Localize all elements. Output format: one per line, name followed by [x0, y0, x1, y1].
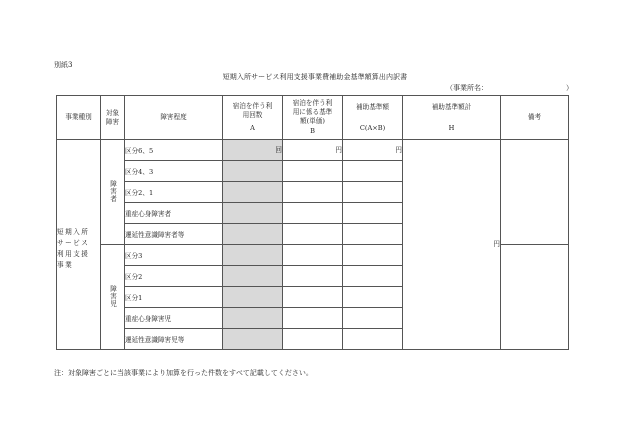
degree-cell: 区分3: [125, 245, 223, 266]
degree-cell: 重症心身障害者: [125, 203, 223, 224]
nights-cell[interactable]: [223, 161, 283, 182]
unit-price-cell[interactable]: [283, 182, 343, 203]
base-amount-cell[interactable]: [343, 203, 403, 224]
base-amount-cell[interactable]: [343, 224, 403, 245]
header-target-text: 対象 障害: [105, 108, 120, 126]
base-amount-cell[interactable]: [343, 161, 403, 182]
office-name-close: ）: [566, 84, 573, 92]
base-amount-cell[interactable]: [343, 329, 403, 350]
target-group-label: 障害児: [108, 284, 117, 308]
nights-cell[interactable]: [223, 329, 283, 350]
header-total: 補助基準額計 H: [403, 96, 501, 140]
unit-price-cell[interactable]: [283, 245, 343, 266]
degree-cell: 重症心身障害児: [125, 308, 223, 329]
nights-cell[interactable]: [223, 245, 283, 266]
degree-cell: 区分4、3: [125, 161, 223, 182]
degree-cell: 区分2: [125, 266, 223, 287]
header-category: 事業種別: [57, 96, 101, 140]
degree-cell: 遷延性意識障害児等: [125, 329, 223, 350]
nights-cell[interactable]: [223, 182, 283, 203]
header-degree: 障害程度: [125, 96, 223, 140]
header-base-amount: 補助基準額 C(A×B): [343, 96, 403, 140]
office-name-line: [446, 83, 573, 93]
total-cell[interactable]: 円: [403, 140, 501, 350]
nights-cell[interactable]: [223, 224, 283, 245]
unit-price-cell[interactable]: [283, 203, 343, 224]
category-label: 短期入所 サービス 利用支援 事業: [57, 227, 90, 269]
category-cell: [57, 140, 101, 350]
unit-price-cell[interactable]: [283, 308, 343, 329]
degree-cell: 区分2、1: [125, 182, 223, 203]
nights-cell[interactable]: [223, 266, 283, 287]
unit-price-cell[interactable]: [283, 266, 343, 287]
header-remarks: 備考: [501, 96, 569, 140]
base-amount-cell[interactable]: [343, 245, 403, 266]
table-row: [57, 140, 569, 161]
document-title: 短期入所サービス利用支援事業費補助金基準額算出内訳書: [222, 73, 408, 81]
unit-price-cell[interactable]: [283, 161, 343, 182]
header-nights: 宿泊を伴う利 用回数 A: [223, 96, 283, 140]
unit-price-cell[interactable]: 円: [283, 140, 343, 161]
nights-cell[interactable]: [223, 287, 283, 308]
unit-price-cell[interactable]: [283, 329, 343, 350]
target-group-label: 障害者: [108, 179, 117, 203]
nights-cell[interactable]: [223, 308, 283, 329]
target-group-1: [101, 245, 125, 350]
remarks-cell[interactable]: [501, 140, 569, 245]
base-amount-cell[interactable]: 円: [343, 140, 403, 161]
degree-cell: 区分6、5: [125, 140, 223, 161]
remarks-cell[interactable]: [501, 245, 569, 350]
header-unit-price: 宿泊を伴う利 用に係る基準 額(単価) B: [283, 96, 343, 140]
degree-cell: 遷延性意識障害者等: [125, 224, 223, 245]
annex-label: 別紙3: [54, 61, 73, 69]
nights-cell[interactable]: 回: [223, 140, 283, 161]
base-amount-cell[interactable]: [343, 287, 403, 308]
target-group-0: [101, 140, 125, 245]
calculation-table: [56, 95, 569, 350]
base-amount-cell[interactable]: [343, 308, 403, 329]
header-row: [57, 96, 569, 140]
footnote: 注：対象障害ごとに当該事業により加算を行った件数をすべて記載してください。: [54, 369, 313, 377]
base-amount-cell[interactable]: [343, 266, 403, 287]
base-amount-cell[interactable]: [343, 182, 403, 203]
unit-price-cell[interactable]: [283, 287, 343, 308]
header-target: [101, 96, 125, 140]
nights-cell[interactable]: [223, 203, 283, 224]
office-name-label: （事業所名：: [446, 84, 488, 92]
degree-cell: 区分1: [125, 287, 223, 308]
unit-price-cell[interactable]: [283, 224, 343, 245]
